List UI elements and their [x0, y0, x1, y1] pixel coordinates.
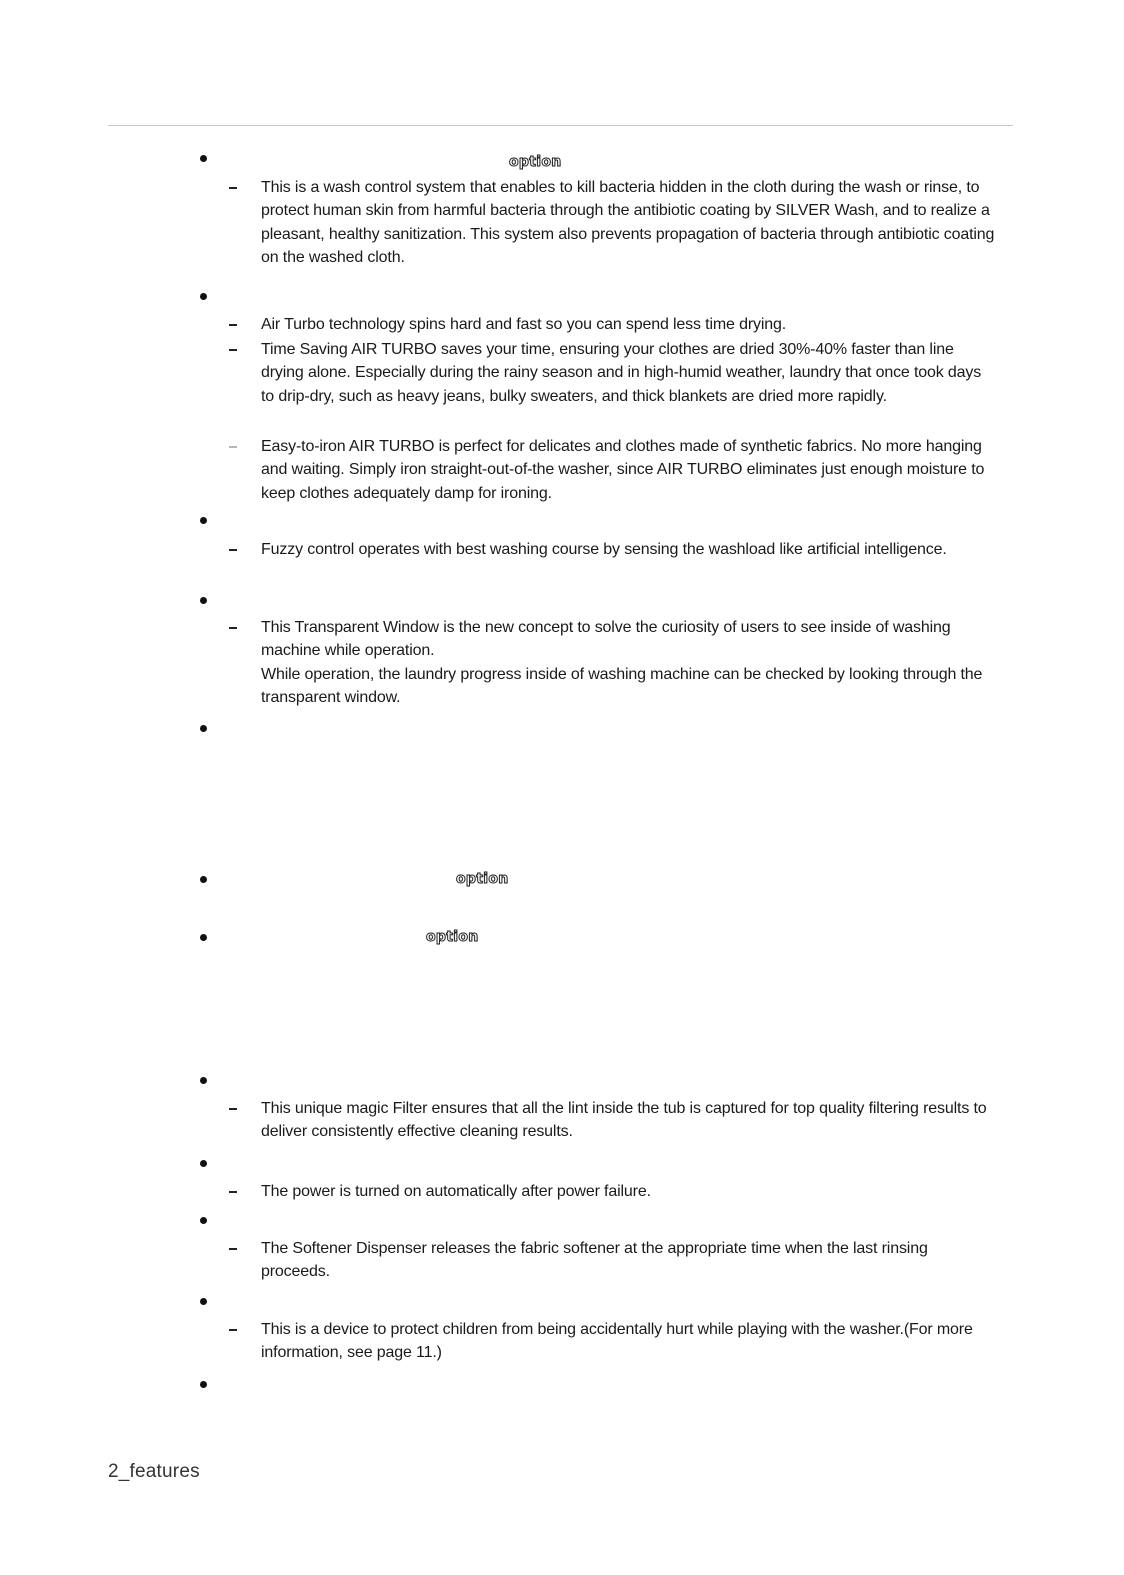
bullet-transparent-window — [200, 597, 207, 604]
bullet-silver-wash — [200, 155, 207, 162]
option-badge-silver: option — [509, 154, 562, 170]
page-footer: 2_features — [108, 1461, 200, 1482]
option-badge-2: option — [456, 871, 509, 887]
dash — [229, 187, 237, 189]
dash — [229, 549, 237, 551]
silver-wash-description: This is a wash control system that enables to kill bacteria hidden in the cloth during the wash or rinse, to protect human skin from harmful bacteria through the antibiotic coating by SILVER Wash, and to realize a pleasant, healthy sanitization. This system also prevents propagation of bacteria through antibiotic coating on the washed cloth. — [261, 179, 995, 267]
magic-filter-description: This unique magic Filter ensures that all the lint inside the tub is captured for top quality filtering results to deliver consistently effective cleaning results. — [261, 1100, 987, 1141]
air-turbo-easy-iron: Easy-to-iron AIR TURBO is perfect for delicates and clothes made of synthetic fabrics. No more hanging and waiting. Simply iron straight-out-of-the washer, since AIR TURBO eliminates just enough moisture to keep clothes adequately damp for ironing. — [261, 438, 985, 502]
bullet-item-6 — [200, 876, 207, 883]
dash — [229, 324, 237, 326]
fuzzy-description: Fuzzy control operates with best washing course by sensing the washload like artificial intelligence. — [261, 541, 947, 558]
dash — [229, 1191, 237, 1193]
air-turbo-description: Air Turbo technology spins hard and fast so you can spend less time drying. — [261, 316, 787, 333]
bullet-item-12 — [200, 1381, 207, 1388]
softener-description: The Softener Dispenser releases the fabric softener at the appropriate time when the last rinsing proceeds. — [261, 1240, 928, 1281]
bullet-softener — [200, 1217, 207, 1224]
dash — [229, 1248, 237, 1250]
dash — [229, 1108, 237, 1110]
bullet-child-lock — [200, 1298, 207, 1305]
header-rule — [108, 125, 1013, 126]
bullet-auto-restart — [200, 1160, 207, 1167]
dash — [229, 446, 237, 448]
auto-restart-description: The power is turned on automatically after power failure. — [261, 1183, 651, 1200]
dash — [229, 1329, 237, 1331]
dash — [229, 349, 237, 351]
bullet-magic-filter — [200, 1077, 207, 1084]
child-lock-description: This is a device to protect children from being accidentally hurt while playing with the washer.(For more information, see page 11.) — [261, 1321, 973, 1362]
window-description-2: While operation, the laundry progress inside of washing machine can be checked by looking through the transparent window. — [261, 666, 983, 707]
bullet-item-5 — [200, 725, 207, 732]
bullet-fuzzy — [200, 517, 207, 524]
air-turbo-time-saving: Time Saving AIR TURBO saves your time, ensuring your clothes are dried 30%-40% faster than line drying alone. Especially during the rainy season and in high-humid weather, laundry that once took days to drip-dry, such as heavy jeans, bulky sweaters, and thick blankets are dried more rapidly. — [261, 341, 982, 405]
bullet-item-7 — [200, 934, 207, 941]
window-description: This Transparent Window is the new concept to solve the curiosity of users to see inside of washing machine while operation. — [261, 619, 951, 660]
option-badge-3: option — [426, 929, 479, 945]
bullet-air-turbo — [200, 293, 207, 300]
dash — [229, 627, 237, 629]
